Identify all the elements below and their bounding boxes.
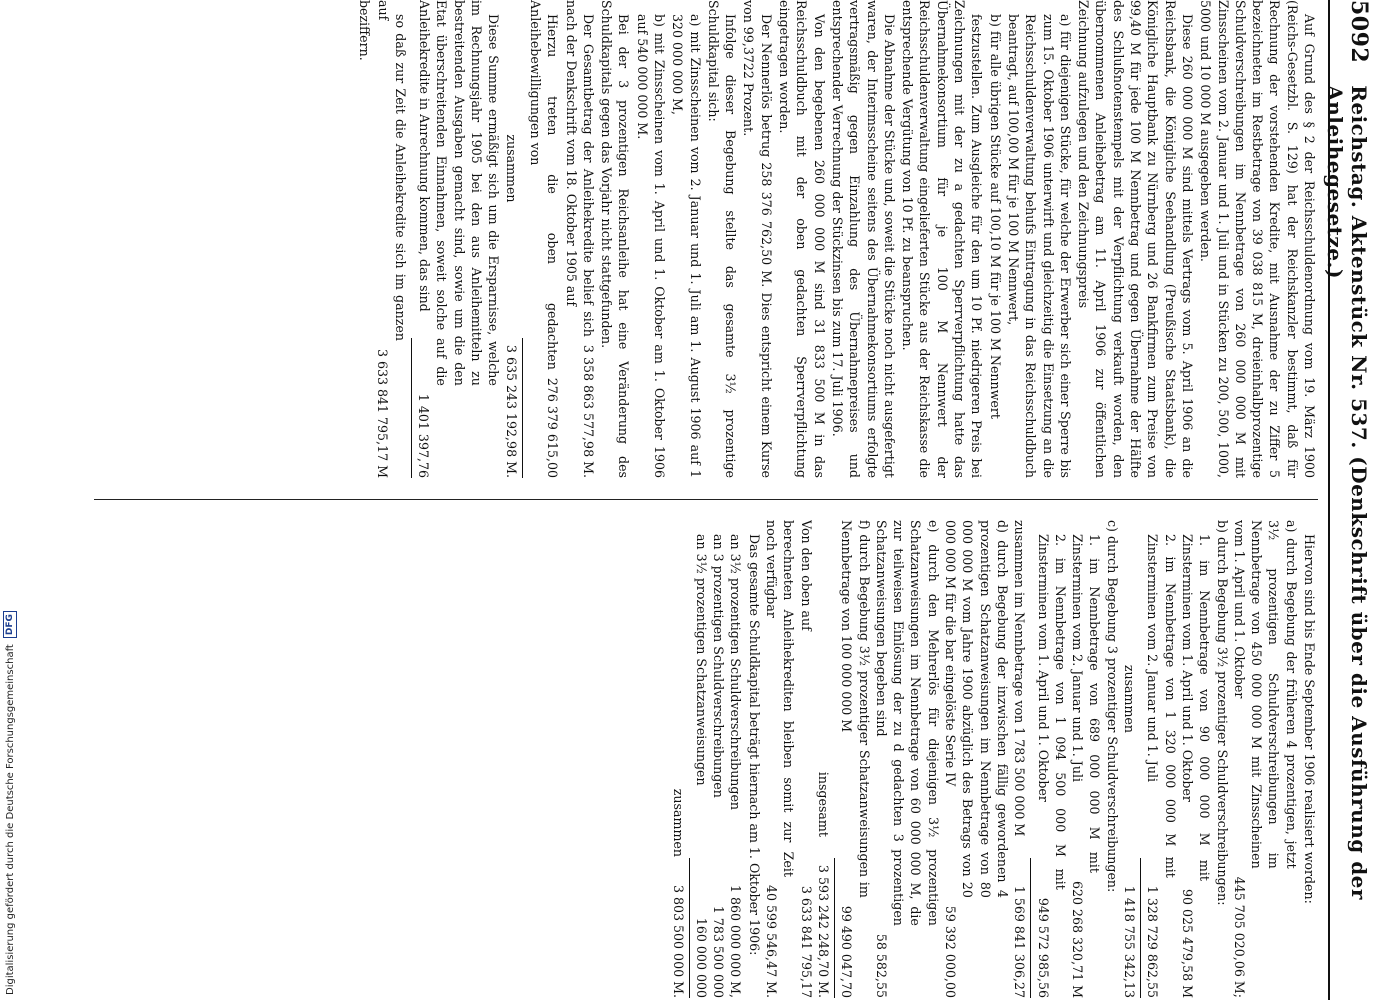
amount-value: 1 401 397,76 bbox=[416, 393, 432, 478]
item-label: c) durch Begebung 3 prozentiger Schuldverschreibungen: bbox=[1104, 520, 1120, 893]
amount-row bbox=[838, 520, 873, 998]
item-label: 2. im Nennbetrage von 1 094 500 000 M mit Zinsterminen vom 1. April und 1. Oktober bbox=[1035, 534, 1068, 890]
amount-value: 949 572 985,56 bbox=[1035, 897, 1051, 998]
item-label: b) durch Begebung 3½ prozentiger Schuldverschreibungen: bbox=[1214, 520, 1230, 906]
amount-row bbox=[763, 520, 798, 998]
amount-row bbox=[710, 520, 727, 998]
amount-row bbox=[561, 0, 597, 478]
amount-row bbox=[415, 0, 502, 478]
amount-row bbox=[1179, 520, 1214, 998]
amount-row bbox=[873, 520, 942, 998]
item-label: insgesamt bbox=[815, 771, 831, 837]
amount-value: 1 569 841 306,27 bbox=[1012, 885, 1028, 998]
sum-rule bbox=[1030, 858, 1031, 998]
item-label: 1. im Nennbetrage von 689 000 000 M mit Zinsterminen vom 2. Januar und 1. Juli bbox=[1070, 534, 1103, 873]
amount-row bbox=[815, 520, 832, 998]
item-label: d) durch Begebung der inzwischen fällig gewordenen 4 prozentigen Schatzanweisungen im Nennbetrage von 80 000 000 M vom Jahre 1900 abzüglich des Betrags von 20 000 000 M für die bar eingelöste Serie IV bbox=[943, 520, 1010, 898]
paragraph: Bei der 3 prozentigen Reichsanleihe hat eine Veränderung des Schuldkapitals gegen das Vorjahr nicht stattgefunden. bbox=[599, 0, 632, 478]
item-label: berechneten Anleihekrediten bleiben somit zur Zeit noch verfügbar bbox=[764, 520, 797, 877]
amount-value: 3 358 863 577,98 M. bbox=[580, 344, 596, 478]
paragraph: Das gesamte Schuldkapital beträgt hiernach am 1. Oktober 1906: bbox=[746, 534, 762, 956]
sum-label: zusammen bbox=[503, 134, 519, 203]
amount-value: 3 593 242 248,70 M. bbox=[815, 864, 831, 998]
amount-value: 58 582,55 bbox=[873, 933, 889, 998]
paragraph: Der Gesamtbetrag der Anleihekredite belief sich nach der Denkschrift vom 18. Oktober 1905 auf bbox=[563, 0, 596, 337]
page-number: 5092 bbox=[1346, 0, 1372, 64]
amount-row bbox=[526, 0, 562, 478]
amount-row bbox=[942, 520, 1011, 998]
item-label: an 3½ prozentigen Schatzanweisungen bbox=[693, 534, 709, 786]
paragraph: Diese 260 000 000 M sind mittels Vertrags vom 5. April 1906 an die Reichsbank, die Königliche Seehandlung (Preußische Staatsbank), die Königliche Hauptbank zu Nürnberg und 26 Bankfirmen zum Preise von 99,40 M für jede 100 M Nennbetrag und gegen Übernahme der Hälfte des Schlußnotenstempels mit der Verpflichtung verkauft worden, den übernommenen Anleihebetrag am 11. April 1906 zur öffentlichen Zeichnung aufzulegen und den Zeichnungspreis bbox=[1076, 0, 1195, 478]
amount-value: 3 803 500 000 M. bbox=[670, 884, 686, 998]
item-label: an 3½ prozentigen Schuldverschreibungen bbox=[728, 534, 744, 811]
footer-line bbox=[3, 0, 17, 995]
left-column bbox=[94, 0, 1318, 478]
paragraph: festzustellen. Zum Ausgleiche für den um 10 Pf. niedrigeren Preis bei Zeichnungen mit der zu a gedachten Sperrverpflichtung hatte das Übernahmekonsortium für je 100 M Nennwert der Reichsschuldenverwaltung eingelieferten Stücke aus der Reichskasse die entsprechende Vergütung von 10 Pf. zu beanspruchen. bbox=[900, 0, 985, 478]
item-label: an 3 prozentigen Schuldverschreibungen bbox=[711, 534, 727, 798]
paragraph: Hierzu treten die oben gedachten Anleihebewilligungen von bbox=[527, 0, 561, 370]
amount-value: 40 599 546,47 M. bbox=[764, 884, 780, 998]
amount-value: 1 783 500 000 bbox=[711, 905, 727, 998]
amount-row bbox=[1231, 520, 1300, 998]
paragraph: Der Nennerlös betrug 258 376 762,50 M. Dies entspricht einem Kurse von 99,3722 Prozent. bbox=[741, 0, 774, 478]
amount-value: 160 000 000 bbox=[693, 917, 709, 998]
amount-row bbox=[1034, 520, 1069, 998]
amount-value: 1 860 000 000 M, bbox=[728, 884, 744, 998]
amount-value: 90 025 479,58 M bbox=[1179, 888, 1195, 998]
amount-row bbox=[669, 520, 686, 998]
item-label: e) durch den Mehrerlös für diejenigen 3½ prozentigen Schatzanweisungen im Nennbetrage von 60 000 000 M, die zur teilweisen Einlösung der zu d gedachten 3 prozentigen Schatzanweisungen begeben sind bbox=[873, 520, 941, 926]
amount-value: 99 490 047,70 bbox=[839, 905, 855, 998]
paragraph: so daß zur Zeit die Anleihekredite sich im ganzen auf bbox=[375, 0, 408, 341]
amount-row bbox=[1213, 520, 1230, 998]
paragraph: beziffern. bbox=[357, 0, 373, 61]
sum-rule bbox=[689, 858, 690, 998]
amount-row bbox=[1103, 520, 1120, 998]
amount-value: 3 633 841 795,17 bbox=[798, 885, 814, 998]
amount-row bbox=[727, 520, 744, 998]
item-label: 1. im Nennbetrage von 90 000 000 M mit Zinsterminen vom 1. April und 1. Oktober bbox=[1179, 534, 1213, 881]
paragraph: Die Abnahme der Stücke und, soweit die Stücke noch nicht ausgefertigt waren, der Interimsscheine seitens des Übernahmekonsortiums erfolgte vertragsmäßig gegen Einzahlung des Übernahmepreises und entsprechender Verrechnung der Stückzinsen bis zum 17. Juli 1906. bbox=[829, 0, 897, 478]
footer-text: Digitalisierung gefördert durch die Deutsche Forschungsgemeinschaft bbox=[4, 644, 16, 995]
amount-value: 445 705 020,06 M; bbox=[1231, 876, 1247, 998]
amount-value: 276 379 615,00 bbox=[545, 377, 561, 478]
paragraph: Von den begebenen 260 000 000 M sind 31 833 500 M in das Reichsschuldbuch mit der oben gedachten Sperrverpflichtung eingetragen worden. bbox=[777, 0, 827, 478]
amount-row bbox=[797, 520, 814, 998]
amount-value: 620 268 320,71 M bbox=[1070, 880, 1086, 998]
paragraph: Hiervon sind bis Ende September 1906 realisiert worden: bbox=[1302, 534, 1317, 904]
paragraph: Infolge dieser Begebung stellte das gesamte 3½ prozentige Schuldkapital sich: bbox=[705, 0, 739, 478]
dfg-logo: DFG bbox=[3, 611, 17, 638]
list-item: b) für alle übrigen Stücke auf 100,10 M für je 100 M Nennwert bbox=[987, 14, 1003, 419]
amount-row bbox=[373, 0, 409, 478]
item-label: Von den oben auf bbox=[798, 520, 814, 631]
amount-value: 3 635 243 192,98 M. bbox=[503, 344, 519, 478]
list-item: a) für diejenigen Stücke, für welche der Erwerber sich einer Sperre bis zum 15. Oktober 1906 unterwirft und gleichzeitig die Einsetzung an die Reichsschuldenverwaltung behufs Eintragung in das Reichsschuldbuch beantragt, auf 100,00 M für je 100 M Nennwert, bbox=[1005, 14, 1073, 478]
amount-row bbox=[502, 0, 519, 478]
amount-row bbox=[1069, 520, 1104, 998]
amount-value: 1 328 729 862,55 bbox=[1145, 885, 1161, 998]
document-page bbox=[80, 0, 1380, 1000]
item-label: f) durch Begebung 3½ prozentiger Schatzanweisungen im Nennbetrage von 100 000 000 M bbox=[839, 520, 872, 898]
right-column bbox=[94, 520, 1318, 998]
item-label: a) durch Begebung der früheren 4 prozentigen, jetzt 3½ prozentigen Schuldverschreibungen im Nennbetrage von 450 000 000 M mit Zinsscheinen vom 1. April und 1. Oktober bbox=[1231, 520, 1299, 869]
amount-row bbox=[693, 520, 710, 998]
amount-row bbox=[1011, 520, 1028, 998]
sum-rule bbox=[1140, 858, 1141, 998]
paragraph: Diese Summe ermäßigt sich um die Ersparnisse, welche im Rechnungsjahr 1905 bei den aus Anleihemitteln zu bestreitenden Ausgaben gemacht sind, sowie um die den Etat überschreitenden Einnahmen, soweit solche auf die Anleihekredite in Anrechnung kommen, das sind bbox=[417, 0, 502, 386]
paragraph: Auf Grund des § 2 der Reichsschuldenordnung vom 19. März 1900 (Reichs-Gesetzbl. S. 129) hat der Reichskanzler bestimmt, daß für Rechnung der vorstehenden Kredite, mit Ausnahme der zu Ziffer 5 bezeichneten im Restbetrage von 39 038 815 M, dreieinhalbprozentige Schuldverschreibungen im Nennbetrage von 260 000 000 M mit Zinsscheinen vom 2. Januar und 1. Juli und in Stücken zu 200, 500, 1000, 5000 und 10 000 M ausgegeben werden. bbox=[1198, 0, 1317, 478]
amount-row bbox=[1121, 520, 1138, 998]
sum-rule bbox=[522, 338, 523, 478]
sum-rule bbox=[411, 338, 412, 478]
sum-rule bbox=[834, 858, 835, 998]
item-label: zusammen bbox=[1122, 664, 1138, 733]
page-header bbox=[1323, 0, 1372, 1000]
item-label: zusammen im Nennbetrage von 1 783 500 000 M bbox=[1012, 520, 1028, 837]
amount-value: 3 633 841 795,17 M bbox=[374, 348, 390, 478]
list-item: b) mit Zinsscheinen vom 1. April und 1. Oktober am 1. Oktober 1906 auf 540 000 000 M. bbox=[634, 14, 668, 478]
page-title: Reichstag. Aktenstück Nr. 537. (Denkschrift über die Ausführung der Anleihegesetze.) bbox=[1323, 85, 1371, 900]
column-divider bbox=[94, 499, 1318, 500]
item-label: 2. im Nennbetrage von 1 320 000 000 M mit Zinsterminen vom 2. Januar und 1. Juli bbox=[1145, 534, 1178, 878]
amount-value: 59 392 000,00 bbox=[943, 905, 959, 998]
amount-row bbox=[1144, 520, 1179, 998]
item-label: zusammen bbox=[670, 788, 686, 857]
amount-value: 1 418 755 342,13 bbox=[1122, 885, 1138, 998]
digitization-footer bbox=[0, 0, 24, 1000]
list-item: a) mit Zinsscheinen vom 2. Januar und 1. Juli am 1. August 1906 auf 1 320 000 000 M, bbox=[670, 14, 703, 478]
